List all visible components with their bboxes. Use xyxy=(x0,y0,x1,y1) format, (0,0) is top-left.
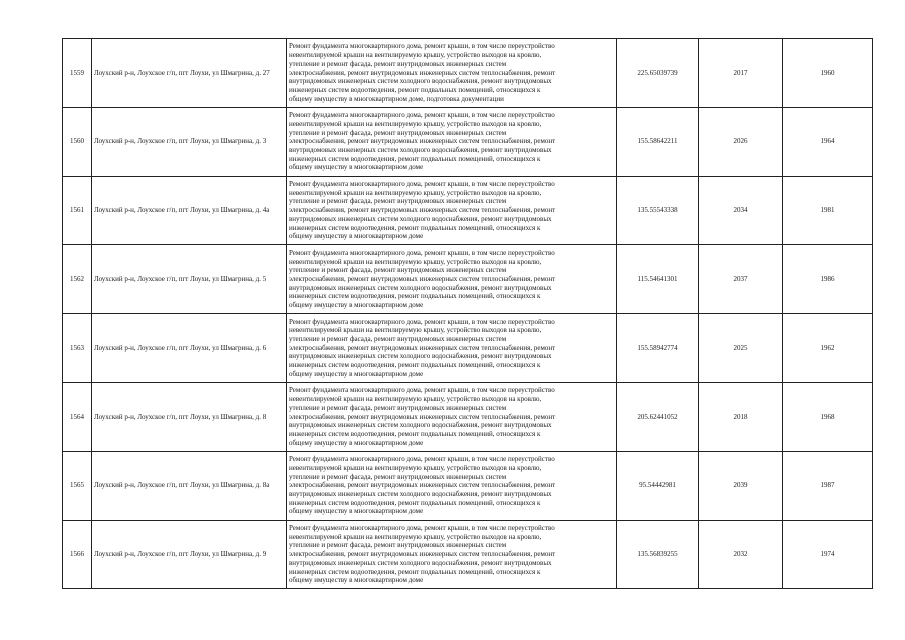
repair-year-cell: 2039 xyxy=(699,451,783,520)
cost-cell: 205.62441052 xyxy=(617,382,699,451)
build-year-cell: 1962 xyxy=(783,314,873,383)
works-cell xyxy=(287,176,617,245)
repair-year-cell: 2037 xyxy=(699,245,783,314)
works-text: Ремонт фундамента многоквартирного дома, ремонт крыши, в том числе переустройство невентилируемой крыши на вентилируемую крышу, устройство выходов на кровлю, утепление и ремонт фасада, ремонт внутридомовых инженерных систем электроснабжения, ремонт внутридомовых инженерных систем теплоснабжения, ремонт внутридомовых инженерных систем холодного водоснабжения, ремонт внутридомовых инженерных систем водоотведения, ремонт подвальных помещений, относящихся к общему имуществу в многоквартирном доме xyxy=(289,111,556,172)
document-page xyxy=(62,38,842,589)
cost-cell: 135.55543338 xyxy=(617,176,699,245)
row-number: 1560 xyxy=(63,107,92,176)
works-text: Ремонт фундамента многоквартирного дома, ремонт крыши, в том числе переустройство невентилируемой крыши на вентилируемую крышу, устройство выходов на кровлю, утепление и ремонт фасада, ремонт внутридомовых инженерных систем электроснабжения, ремонт внутридомовых инженерных систем теплоснабжения, ремонт внутридомовых инженерных систем холодного водоснабжения, ремонт внутридомовых инженерных систем водоотведения, ремонт подвальных помещений, относящихся к общему имуществу в многоквартирном доме, подготовка документации xyxy=(289,42,556,103)
works-cell xyxy=(287,451,617,520)
cost-cell: 135.56839255 xyxy=(617,520,699,589)
table-row xyxy=(63,176,873,245)
address-cell: Лоухский р-н, Лоухское г/п, пгт Лоухи, ул Шмагрина, д. 8 xyxy=(92,382,287,451)
build-year-cell: 1960 xyxy=(783,39,873,108)
repair-year-cell: 2018 xyxy=(699,382,783,451)
repair-year-cell: 2025 xyxy=(699,314,783,383)
cost-cell: 115.54641301 xyxy=(617,245,699,314)
repair-year-cell: 2026 xyxy=(699,107,783,176)
cost-cell: 95.54442981 xyxy=(617,451,699,520)
row-number: 1563 xyxy=(63,314,92,383)
row-number: 1565 xyxy=(63,451,92,520)
row-number: 1559 xyxy=(63,39,92,108)
housing-repair-table xyxy=(62,38,873,589)
table-row xyxy=(63,314,873,383)
repair-year-cell: 2017 xyxy=(699,39,783,108)
works-text: Ремонт фундамента многоквартирного дома, ремонт крыши, в том числе переустройство невентилируемой крыши на вентилируемую крышу, устройство выходов на кровлю, утепление и ремонт фасада, ремонт внутридомовых инженерных систем электроснабжения, ремонт внутридомовых инженерных систем теплоснабжения, ремонт внутридомовых инженерных систем холодного водоснабжения, ремонт внутридомовых инженерных систем водоотведения, ремонт подвальных помещений, относящихся к общему имуществу в многоквартирном доме xyxy=(289,455,556,516)
works-text: Ремонт фундамента многоквартирного дома, ремонт крыши, в том числе переустройство невентилируемой крыши на вентилируемую крышу, устройство выходов на кровлю, утепление и ремонт фасада, ремонт внутридомовых инженерных систем электроснабжения, ремонт внутридомовых инженерных систем теплоснабжения, ремонт внутридомовых инженерных систем холодного водоснабжения, ремонт внутридомовых инженерных систем водоотведения, ремонт подвальных помещений, относящихся к общему имуществу в многоквартирном доме xyxy=(289,524,556,585)
cost-cell: 155.58942774 xyxy=(617,314,699,383)
address-cell: Лоухский р-н, Лоухское г/п, пгт Лоухи, ул Шмагрина, д. 6 xyxy=(92,314,287,383)
table-row xyxy=(63,382,873,451)
works-text: Ремонт фундамента многоквартирного дома, ремонт крыши, в том числе переустройство невентилируемой крыши на вентилируемую крышу, устройство выходов на кровлю, утепление и ремонт фасада, ремонт внутридомовых инженерных систем электроснабжения, ремонт внутридомовых инженерных систем теплоснабжения, ремонт внутридомовых инженерных систем холодного водоснабжения, ремонт внутридомовых инженерных систем водоотведения, ремонт подвальных помещений, относящихся к общему имуществу в многоквартирном доме xyxy=(289,386,556,447)
works-cell xyxy=(287,314,617,383)
table-row xyxy=(63,520,873,589)
address-cell: Лоухский р-н, Лоухское г/п, пгт Лоухи, ул Шмагрина, д. 3 xyxy=(92,107,287,176)
table-body xyxy=(63,39,873,589)
build-year-cell: 1981 xyxy=(783,176,873,245)
works-cell xyxy=(287,382,617,451)
works-cell xyxy=(287,107,617,176)
table-row xyxy=(63,107,873,176)
cost-cell: 155.58642211 xyxy=(617,107,699,176)
table-row xyxy=(63,39,873,108)
build-year-cell: 1974 xyxy=(783,520,873,589)
table-row xyxy=(63,451,873,520)
works-cell xyxy=(287,520,617,589)
address-cell: Лоухский р-н, Лоухское г/п, пгт Лоухи, ул Шмагрина, д. 8а xyxy=(92,451,287,520)
works-text: Ремонт фундамента многоквартирного дома, ремонт крыши, в том числе переустройство невентилируемой крыши на вентилируемую крышу, устройство выходов на кровлю, утепление и ремонт фасада, ремонт внутридомовых инженерных систем электроснабжения, ремонт внутридомовых инженерных систем теплоснабжения, ремонт внутридомовых инженерных систем холодного водоснабжения, ремонт внутридомовых инженерных систем водоотведения, ремонт подвальных помещений, относящихся к общему имуществу в многоквартирном доме xyxy=(289,317,556,378)
address-cell: Лоухский р-н, Лоухское г/п, пгт Лоухи, ул Шмагрина, д. 4а xyxy=(92,176,287,245)
build-year-cell: 1987 xyxy=(783,451,873,520)
build-year-cell: 1964 xyxy=(783,107,873,176)
table-row xyxy=(63,245,873,314)
address-cell: Лоухский р-н, Лоухское г/п, пгт Лоухи, ул Шмагрина, д. 5 xyxy=(92,245,287,314)
row-number: 1562 xyxy=(63,245,92,314)
address-cell: Лоухский р-н, Лоухское г/п, пгт Лоухи, ул Шмагрина, д. 27 xyxy=(92,39,287,108)
row-number: 1561 xyxy=(63,176,92,245)
build-year-cell: 1986 xyxy=(783,245,873,314)
works-text: Ремонт фундамента многоквартирного дома, ремонт крыши, в том числе переустройство невентилируемой крыши на вентилируемую крышу, устройство выходов на кровлю, утепление и ремонт фасада, ремонт внутридомовых инженерных систем электроснабжения, ремонт внутридомовых инженерных систем теплоснабжения, ремонт внутридомовых инженерных систем холодного водоснабжения, ремонт внутридомовых инженерных систем водоотведения, ремонт подвальных помещений, относящихся к общему имуществу в многоквартирном доме xyxy=(289,248,556,310)
works-cell xyxy=(287,245,617,314)
build-year-cell: 1968 xyxy=(783,382,873,451)
works-text: Ремонт фундамента многоквартирного дома, ремонт крыши, в том числе переустройство невентилируемой крыши на вентилируемую крышу, устройство выходов на кровлю, утепление и ремонт фасада, ремонт внутридомовых инженерных систем электроснабжения, ремонт внутридомовых инженерных систем теплоснабжения, ремонт внутридомовых инженерных систем холодного водоснабжения, ремонт внутридомовых инженерных систем водоотведения, ремонт подвальных помещений, относящихся к общему имуществу в многоквартирном доме xyxy=(289,180,556,241)
repair-year-cell: 2034 xyxy=(699,176,783,245)
address-cell: Лоухский р-н, Лоухское г/п, пгт Лоухи, ул Шмагрина, д. 9 xyxy=(92,520,287,589)
cost-cell: 225.65039739 xyxy=(617,39,699,108)
works-cell xyxy=(287,39,617,108)
row-number: 1564 xyxy=(63,382,92,451)
repair-year-cell: 2032 xyxy=(699,520,783,589)
row-number: 1566 xyxy=(63,520,92,589)
